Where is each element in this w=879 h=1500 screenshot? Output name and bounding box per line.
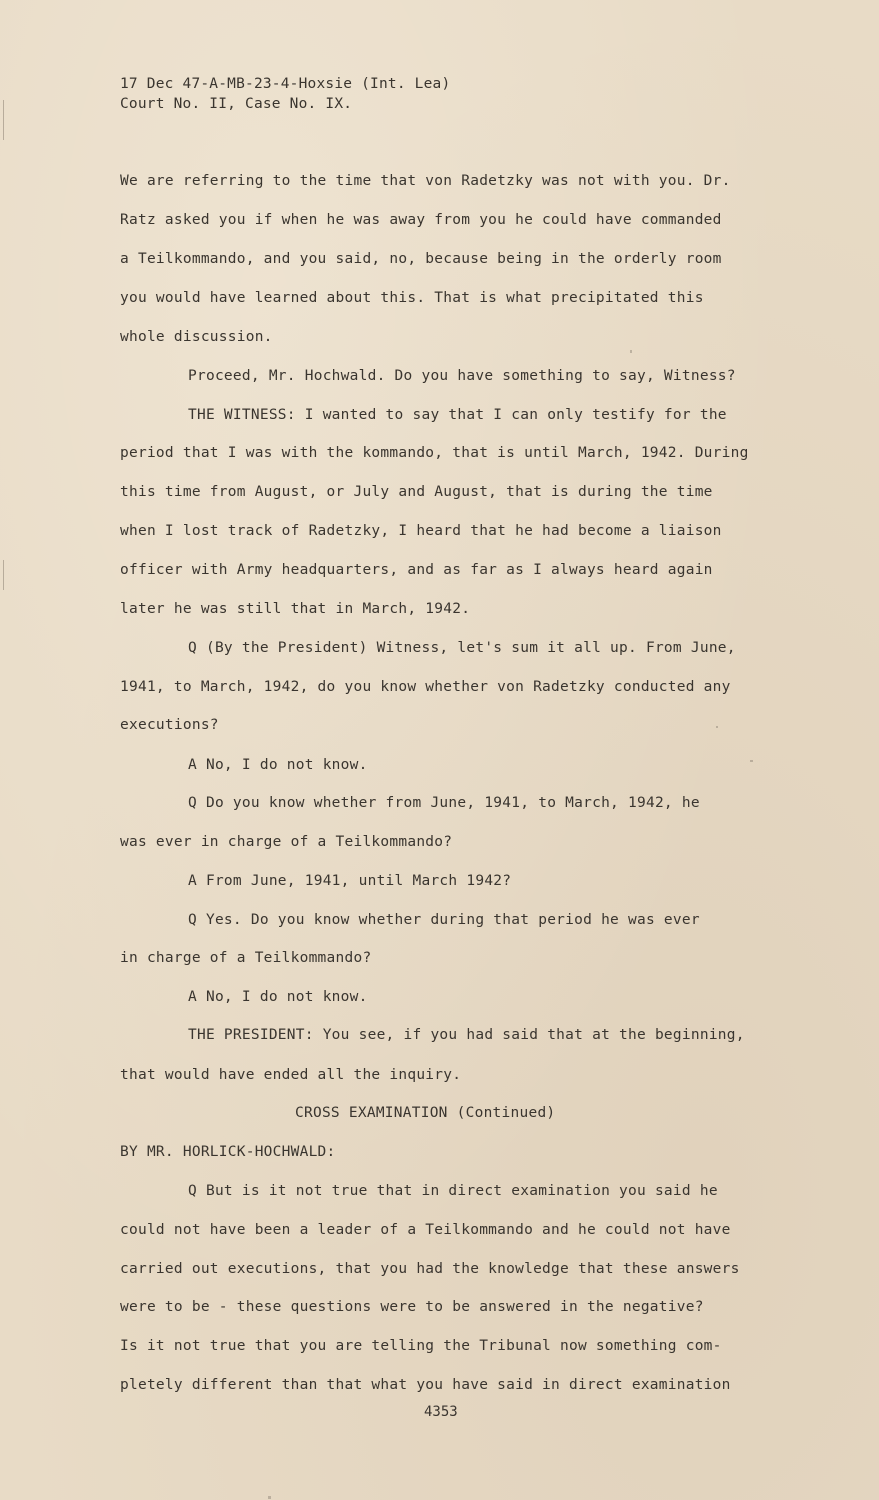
- transcript-line: period that I was with the kommando, that is until March, 1942. During: [120, 445, 749, 461]
- transcript-line: THE PRESIDENT: You see, if you had said that at the beginning,: [188, 1027, 745, 1043]
- transcript-line: could not have been a leader of a Teilkommando and he could not have: [120, 1222, 731, 1238]
- header-court-case: Court No. II, Case No. IX.: [120, 96, 353, 112]
- paper-speck: [268, 1496, 271, 1499]
- transcript-line: were to be - these questions were to be answered in the negative?: [120, 1299, 704, 1315]
- paper-speck: [750, 760, 753, 762]
- transcript-line: Q Yes. Do you know whether during that period he was ever: [188, 912, 700, 928]
- transcript-line: was ever in charge of a Teilkommando?: [120, 834, 453, 850]
- transcript-line: when I lost track of Radetzky, I heard that he had become a liaison: [120, 523, 722, 539]
- transcript-line: A No, I do not know.: [188, 989, 368, 1005]
- left-edge-mark: [3, 560, 4, 590]
- transcript-line: officer with Army headquarters, and as far as I always heard again: [120, 562, 713, 578]
- paper-speck: [716, 726, 718, 728]
- transcript-line: We are referring to the time that von Radetzky was not with you. Dr.: [120, 173, 731, 189]
- transcript-line: this time from August, or July and August, that is during the time: [120, 484, 713, 500]
- transcript-line: a Teilkommando, and you said, no, because being in the orderly room: [120, 251, 722, 267]
- transcript-line: Q Do you know whether from June, 1941, to March, 1942, he: [188, 795, 700, 811]
- examiner-label: BY MR. HORLICK-HOCHWALD:: [120, 1144, 336, 1160]
- transcript-line: A From June, 1941, until March 1942?: [188, 873, 512, 889]
- left-edge-mark: [3, 100, 4, 140]
- transcript-line: THE WITNESS: I wanted to say that I can only testify for the: [188, 407, 727, 423]
- transcript-line: Q But is it not true that in direct examination you said he: [188, 1183, 718, 1199]
- transcript-line: Proceed, Mr. Hochwald. Do you have something to say, Witness?: [188, 368, 736, 384]
- transcript-line: in charge of a Teilkommando?: [120, 950, 372, 966]
- transcript-line: pletely different than that what you have said in direct examination: [120, 1377, 731, 1393]
- transcript-line: carried out executions, that you had the knowledge that these answers: [120, 1261, 740, 1277]
- section-heading: CROSS EXAMINATION (Continued): [295, 1105, 556, 1121]
- transcript-line: Q (By the President) Witness, let's sum it all up. From June,: [188, 640, 736, 656]
- transcript-line: whole discussion.: [120, 329, 273, 345]
- transcript-line: later he was still that in March, 1942.: [120, 601, 471, 617]
- page-number: 4353: [424, 1404, 458, 1420]
- transcript-line: you would have learned about this. That is what precipitated this: [120, 290, 704, 306]
- transcript-line: executions?: [120, 717, 219, 733]
- transcript-line: A No, I do not know.: [188, 757, 368, 773]
- transcript-line: that would have ended all the inquiry.: [120, 1067, 462, 1083]
- transcript-line: 1941, to March, 1942, do you know whether von Radetzky conducted any: [120, 679, 731, 695]
- header-case-reference: 17 Dec 47-A-MB-23-4-Hoxsie (Int. Lea): [120, 76, 451, 92]
- transcript-line: Is it not true that you are telling the Tribunal now something com-: [120, 1338, 722, 1354]
- paper-speck: [630, 350, 632, 353]
- transcript-line: Ratz asked you if when he was away from you he could have commanded: [120, 212, 722, 228]
